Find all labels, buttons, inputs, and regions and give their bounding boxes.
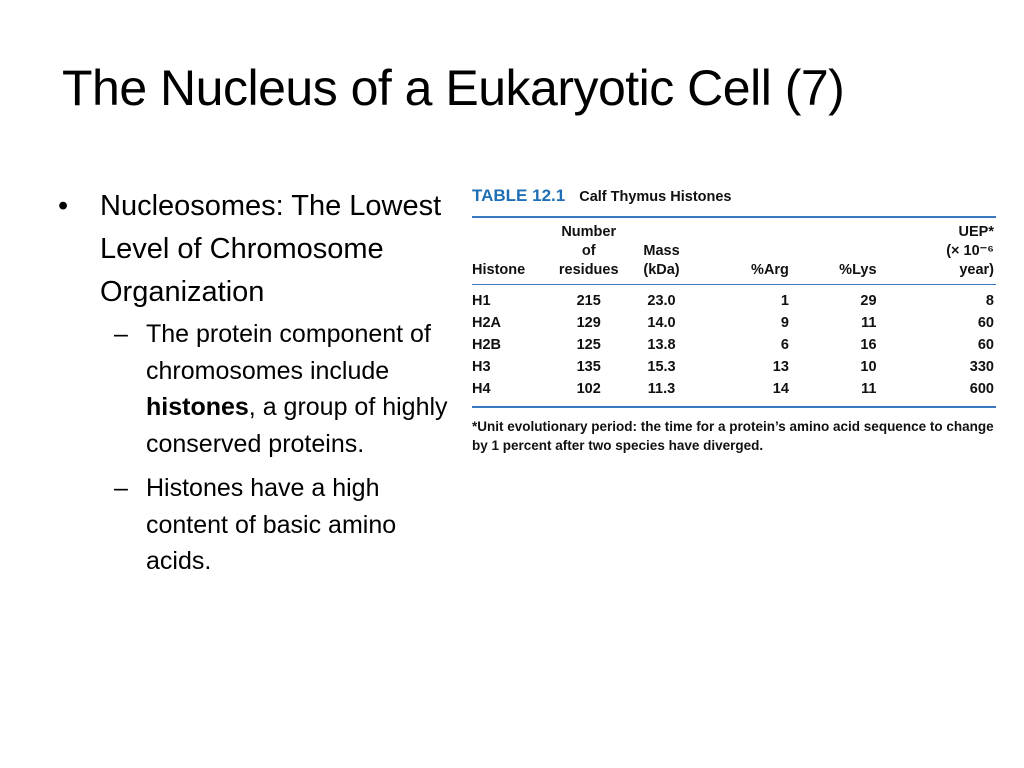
- column-header-line: Histone: [472, 262, 526, 278]
- table-caption: Calf Thymus Histones: [579, 189, 732, 205]
- column-header-line: residues: [558, 262, 619, 278]
- table-row: [472, 334, 996, 356]
- table-cell: 102: [576, 381, 601, 397]
- table-row: [472, 356, 996, 378]
- table-cell: H3: [472, 359, 491, 375]
- sub-bullet-text-rest: , a group of highly conserved proteins.: [146, 393, 448, 458]
- histone-table: [472, 218, 996, 406]
- table-cell: 135: [576, 359, 601, 375]
- column-header: [699, 218, 789, 285]
- table-cell: 13: [772, 359, 789, 375]
- column-header: [891, 218, 996, 285]
- sub-bullet-item: [58, 470, 458, 580]
- table-cell: 9: [780, 315, 789, 331]
- table-cell: 11: [861, 381, 877, 397]
- table-cell: 23.0: [647, 293, 676, 309]
- table-cell: 11.3: [647, 381, 676, 397]
- table-bottom-rule: [472, 406, 996, 408]
- column-header-line: (kDa): [643, 262, 680, 278]
- column-header: [624, 218, 700, 285]
- table-row: [472, 312, 996, 334]
- dash-bullet-icon: –: [114, 320, 128, 348]
- table-cell: 16: [860, 337, 877, 353]
- dash-bullet-icon: –: [114, 474, 128, 502]
- column-header: [554, 218, 624, 285]
- table-cell: 10: [860, 359, 877, 375]
- bullet-text: Nucleosomes: The Lowest Level of Chromosome Organization: [100, 190, 442, 308]
- table-cell: 11: [861, 315, 877, 331]
- table-cell: 129: [576, 315, 601, 331]
- column-header-line: year): [959, 262, 994, 278]
- table-cell: 60: [977, 337, 994, 353]
- histone-table-figure: [472, 186, 996, 455]
- table-cell: 29: [860, 293, 877, 309]
- column-header-line: (× 10⁻⁶: [946, 243, 994, 259]
- table-cell: 60: [977, 315, 994, 331]
- table-header-row: [472, 218, 996, 285]
- table-cell: 6: [780, 337, 789, 353]
- slide-title: The Nucleus of a Eukaryotic Cell (7): [62, 60, 845, 116]
- sub-bullet-item: [58, 316, 458, 462]
- column-header-line: Mass: [643, 243, 680, 259]
- table-cell: 125: [576, 337, 601, 353]
- bullet-list: [58, 185, 458, 580]
- table-cell: 14: [772, 381, 789, 397]
- table-header: [472, 186, 996, 214]
- table-cell: 330: [969, 359, 994, 375]
- table-cell: 15.3: [647, 359, 676, 375]
- sub-bullet-emphasis: histones: [146, 393, 249, 421]
- table-cell: H2B: [472, 337, 502, 353]
- table-cell: 600: [969, 381, 994, 397]
- sub-bullet-text: The protein component of chromosomes include: [146, 320, 431, 385]
- table-cell: H2A: [472, 315, 502, 331]
- bullet-dot-icon: •: [58, 190, 69, 222]
- table-footnote: *Unit evolutionary period: the time for a protein’s amino acid sequence to change by 1 percent after two species have diverged.: [472, 419, 994, 453]
- table-row: [472, 285, 996, 313]
- table-cell: 1: [780, 293, 789, 309]
- table-cell: H1: [472, 293, 491, 309]
- column-header: [789, 218, 891, 285]
- table-cell: 8: [985, 293, 994, 309]
- table-cell: 215: [576, 293, 601, 309]
- bullet-item: [58, 185, 458, 314]
- column-header-line: UEP*: [958, 224, 994, 240]
- column-header-line: of: [581, 243, 596, 259]
- column-header: [472, 218, 554, 285]
- table-cell: 14.0: [647, 315, 676, 331]
- table-label: TABLE 12.1: [472, 186, 566, 205]
- column-header-line: Number: [561, 224, 617, 240]
- column-header-line: %Lys: [839, 262, 877, 278]
- sub-bullet-text: Histones have a high content of basic amino acids.: [146, 474, 397, 575]
- column-header-line: %Arg: [751, 262, 789, 278]
- table-row: [472, 378, 996, 406]
- table-body: [472, 285, 996, 407]
- table-cell: H4: [472, 381, 491, 397]
- table-cell: 13.8: [647, 337, 676, 353]
